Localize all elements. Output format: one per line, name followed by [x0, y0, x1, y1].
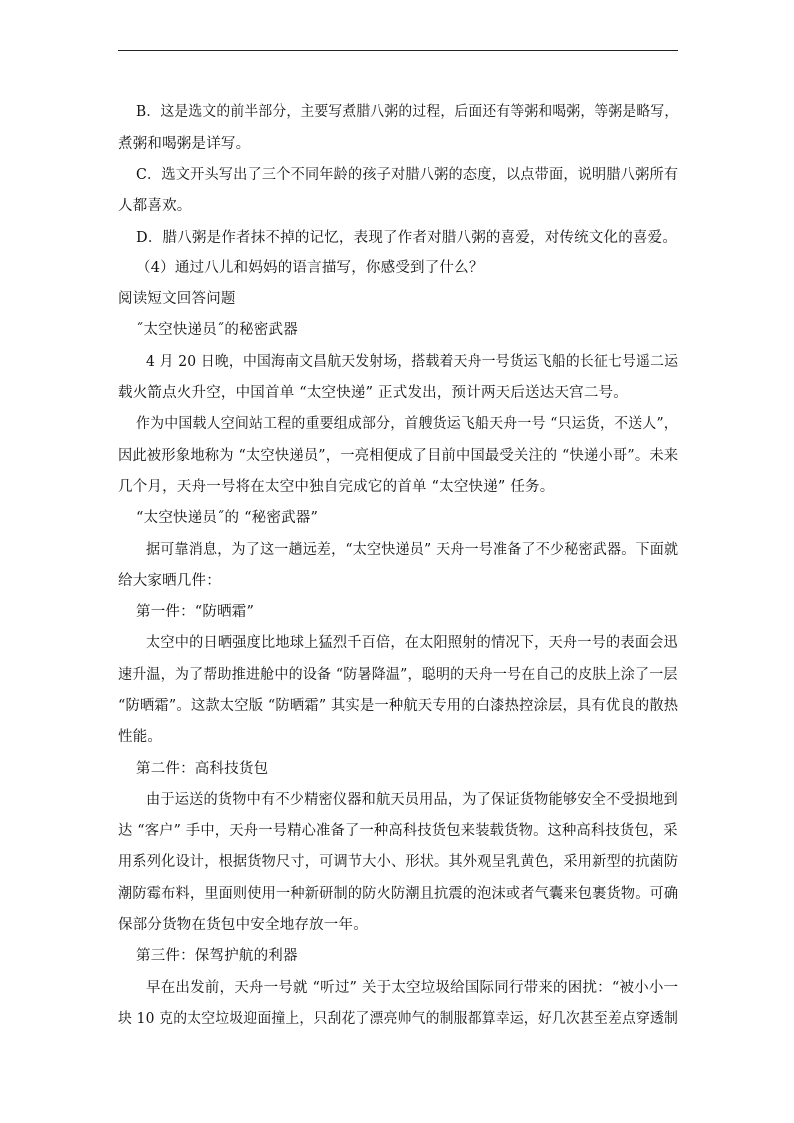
- item-1-heading: 第一件：“防晒霜”: [136, 604, 255, 620]
- item-2-line-1: 由于运送的货物中有不少精密仪器和航天员用品，为了保证货物能够安全不受损地到: [146, 792, 678, 808]
- header-rule: [118, 50, 678, 51]
- option-b-line-1: B．这是选文的前半部分，主要写煮腊八粥的过程，后面还有等粥和喝粥，等粥是略写，: [136, 104, 679, 120]
- paragraph-1-line-2: 载火箭点火升空，中国首单 “太空快递” 正式发出，预计两天后送达天宫二号。: [118, 385, 628, 401]
- paragraph-3-line-1: 据可靠消息，为了这一趟远差，“太空快递员” 天舟一号准备了不少秘密武器。下面就: [146, 542, 679, 558]
- option-d-line: D．腊八粥是作者抹不掉的记忆，表现了作者对腊八粥的喜爱，对传统文化的喜爱。: [136, 230, 678, 246]
- item-2-line-5: 保部分货物在货包中安全地存放一年。: [118, 917, 368, 933]
- item-3-line-2: 块 10 克的太空垃圾迎面撞上，只刮花了漂亮帅气的制服都算幸运，好几次甚至差点穿透制: [118, 1011, 679, 1027]
- article-title: ˝太空快递员˝的秘密武器: [136, 322, 298, 338]
- item-1-line-4: 性能。: [118, 729, 163, 745]
- paragraph-2-line-1: 作为中国载人空间站工程的重要组成部分，首艘货运飞船天舟一号 “只运货，不送人”，: [136, 416, 678, 432]
- option-b-line-2: 煮粥和喝粥是详写。: [118, 136, 251, 152]
- item-3-line-1: 早在出发前，天舟一号就 “听过” 关于太空垃圾给国际同行带来的困扰：“被小小一: [146, 980, 679, 996]
- item-1-line-3: “防晒霜”。这款太空版 “防晒霜” 其实是一种航天专用的白漆热控涂层，具有优良的散热: [118, 698, 679, 714]
- paragraph-2-line-2: 因此被形象地称为 “太空快递员”，一亮相便成了目前中国最受关注的 “快递小哥”。未来: [118, 448, 679, 464]
- paragraph-2-line-3: 几个月，天舟一号将在太空中独自完成它的首单 “太空快递” 任务。: [118, 479, 555, 495]
- paragraph-1-line-1: 4 月 20 日晚，中国海南文昌航天发射场，搭载着天舟一号货运飞船的长征七号遥二运: [146, 354, 679, 370]
- question-4: （4）通过八儿和妈妈的语言描写，你感受到了什么？: [136, 260, 484, 276]
- item-1-line-2: 速升温，为了帮助推进舱中的设备 “防暑降温”，聪明的天舟一号在自己的皮肤上涂了一层: [118, 667, 678, 683]
- item-2-line-4: 潮防霉布料，里面则使用一种新研制的防火防潮且抗震的泡沫或者气囊来包裹货物。可确: [118, 886, 679, 902]
- item-2-heading: 第二件：高科技货包: [136, 761, 269, 777]
- item-2-line-3: 用系列化设计，根据货物尺寸，可调节大小、形状。其外观呈乳黄色，采用新型的抗菌防: [118, 854, 679, 870]
- section-instruction: 阅读短文回答问题: [118, 291, 236, 307]
- paragraph-3-line-2: 给大家晒几件：: [118, 573, 221, 589]
- item-3-heading: 第三件：保驾护航的利器: [136, 948, 298, 964]
- option-c-line-2: 人都喜欢。: [118, 198, 192, 214]
- item-2-line-2: 达 “客户” 手中，天舟一号精心准备了一种高科技货包来装载货物。这种高科技货包，采: [118, 823, 678, 839]
- subheading-secret-weapons: “太空快递员˝的 “秘密武器”: [136, 510, 319, 526]
- item-1-line-1: 太空中的日晒强度比地球上猛烈千百倍，在太阳照射的情况下，天舟一号的表面会迅: [146, 635, 678, 651]
- option-c-line-1: C．选文开头写出了三个不同年龄的孩子对腊八粥的态度，以点带面，说明腊八粥所有: [136, 167, 679, 183]
